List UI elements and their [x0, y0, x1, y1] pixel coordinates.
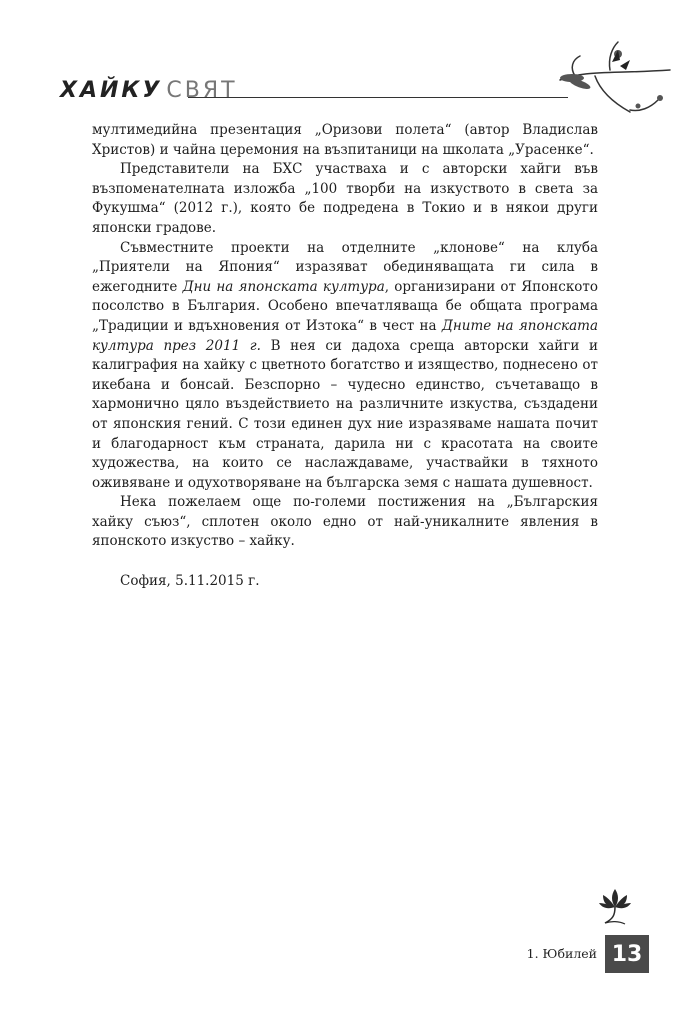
italic-text: Дните на японската култура през 2011 г. [92, 317, 598, 354]
paragraph-text: Съвместните проекти на отделните „клонове“ на клуба „Приятели на Япония“ изразяват обединяващата ги сила в ежегодните [92, 239, 598, 295]
paragraph: мултимедийна презентация „Оризови полета“ (автор Владислав Христов) и чайна церемония на възпитаници на школата „Урасенке“. [92, 122, 598, 158]
date-signature: София, 5.11.2015 г. [120, 573, 260, 590]
paragraph: Нека пожелаем още по-големи постижения на „Българския хайку съюз“, сплотен около едно от най-уникалните явления в японското изкуство – хайку. [92, 494, 598, 550]
page-header [60, 40, 680, 120]
page-number: 13 [605, 935, 649, 973]
running-title-word-2: СВЯТ [166, 78, 238, 103]
branch-flower-decoration-icon [500, 40, 680, 120]
article-body [92, 121, 598, 592]
italic-text: Дни на японската култура [182, 278, 385, 295]
paragraph [92, 239, 598, 494]
lotus-icon [595, 885, 635, 927]
section-label: 1. Юбилей [526, 946, 597, 961]
paragraph-text: В нея си дадоха среща авторски хайги и калиграфия на хайку с цветното богатство и изящество, поднесено от икебана и бонсай. Безспорно – чудесно единство, съчетаващо в хармонично цяло въздействието на различните изкуства, създадени от японския гений. С този единен дух ние изразяваме нашата почит и благодарност към страната, дарила ни с красотата на своите художества, на които се наслаждаваме, участвайки в тяхното оживяване и одухотворяване на българска земя с нашата душевност. [92, 337, 598, 491]
running-title-word-1: ХАЙКУ [60, 78, 163, 103]
paragraph-text: , организирани от Японското посолство в България. Особено впечатляваща бе общата програма „Традиции и вдъхновения от Изтока“ в чест на [92, 278, 598, 334]
running-title [60, 78, 238, 103]
paragraph: Представители на БХС участваха и с авторски хайги във възпоменателната изложба „100 творби на изкуството в света за Фукушма“ (2012 г.), която бе подредена в Токио и в някои други японски градове. [92, 161, 598, 236]
